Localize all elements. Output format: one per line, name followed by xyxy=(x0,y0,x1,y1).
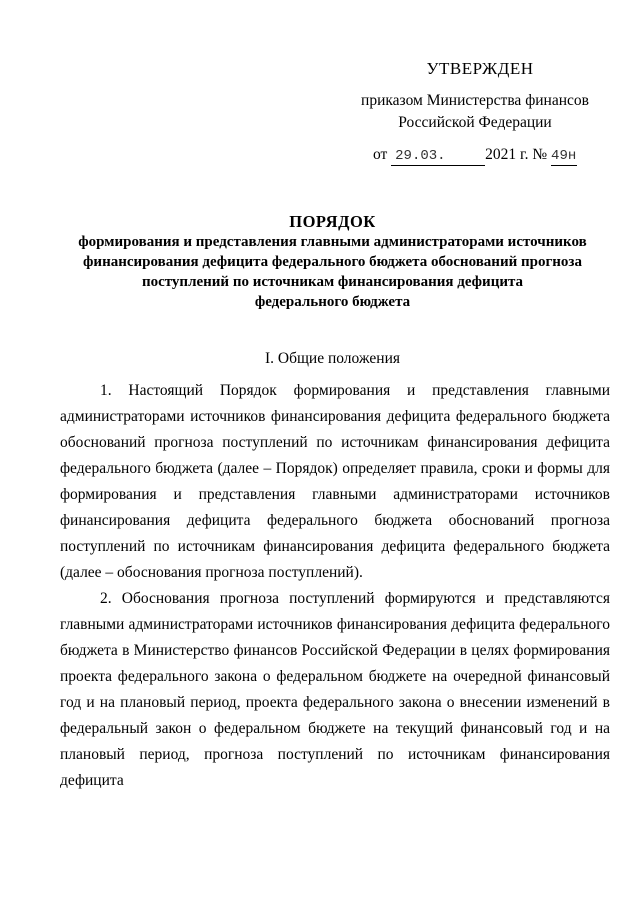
document-heading xyxy=(60,212,605,312)
paragraph-1: 1. Настоящий Порядок формирования и представления главными администраторами источников финансирования дефицита федерального бюджета обоснований прогноза поступлений по источникам финансирования дефицита федерального бюджета (далее – Порядок) определяет правила, сроки и формы для формирования и представления главными администраторами источников финансирования дефицита федерального бюджета обоснований прогноза поступлений по источникам финансирования дефицита федерального бюджета (далее – обоснования прогноза поступлений). xyxy=(60,382,610,581)
document-subtitle-line1: формирования и представления главными администраторами источников xyxy=(78,234,587,250)
order-number: 49н xyxy=(551,148,577,164)
order-year-number-label: 2021 г. № xyxy=(485,146,548,163)
from-label: от xyxy=(372,146,388,163)
section-title: I. Общие положения xyxy=(264,350,401,367)
approval-order-line1: приказом Министерства финансов xyxy=(361,92,589,109)
approval-order-line2: Российской Федерации xyxy=(398,114,552,131)
approval-date-line xyxy=(340,144,610,166)
approval-block xyxy=(340,58,610,166)
document-subtitle-line3: поступлений по источникам финансирования дефицита xyxy=(141,274,524,290)
approval-stamp-title: УТВЕРЖДЕН xyxy=(426,59,534,78)
document-title: ПОРЯДОК xyxy=(289,212,376,231)
document-subtitle-line4: федерального бюджета xyxy=(254,294,411,310)
paragraph-2: 2. Обоснования прогноза поступлений формируются и представляются главными администраторами источников финансирования дефицита федерального бюджета в Министерство финансов Российской Федерации в целях формирования проекта федерального закона о федеральном бюджете на очередной финансовый год и на плановый период, проекта федерального закона о внесении изменений в федеральный закон о федеральном бюджете на текущий финансовый год и на плановый период, прогноза поступлений по источникам финансирования дефицита xyxy=(60,590,610,789)
order-date: 29.03. xyxy=(391,147,485,166)
document-subtitle-line2: финансирования дефицита федерального бюджета обоснований прогноза xyxy=(83,254,582,270)
document-body xyxy=(60,378,610,794)
